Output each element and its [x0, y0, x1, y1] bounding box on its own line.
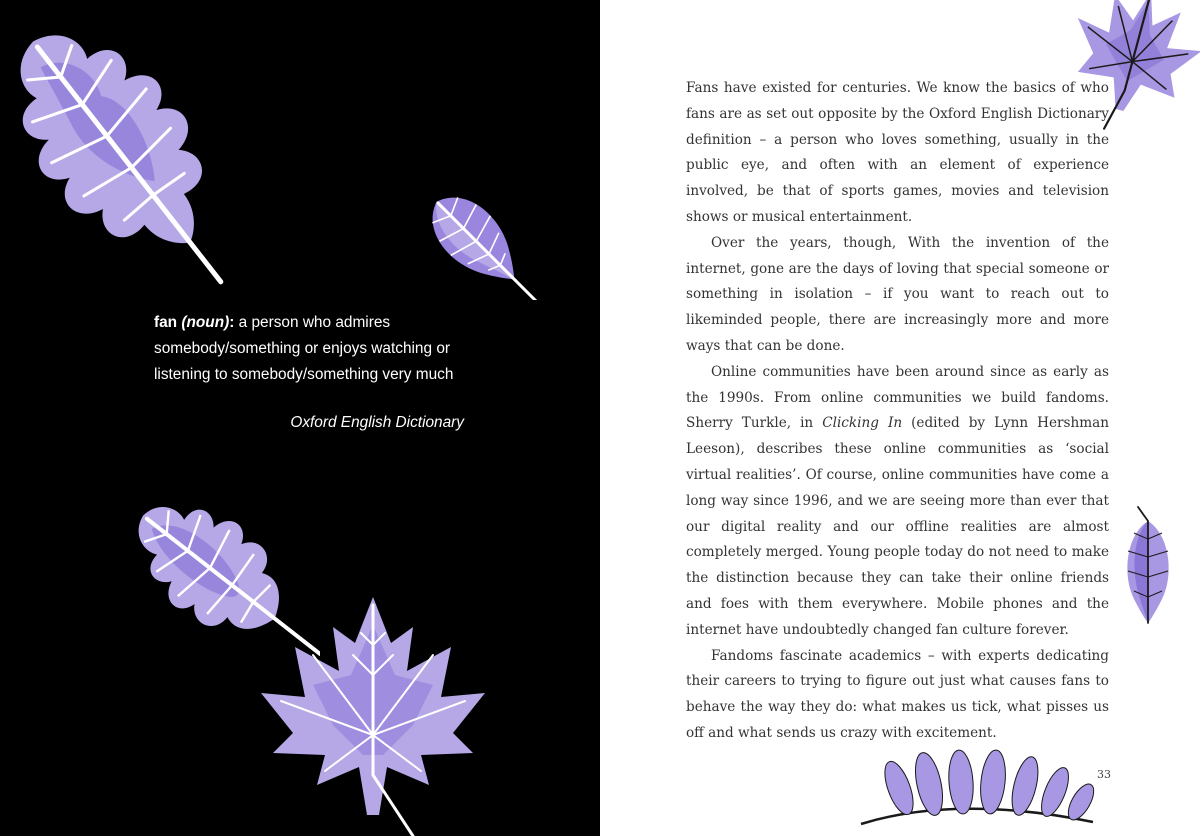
- text-run: Over the years, though, With the invention of the internet, gone are the days of loving that special someone or something in isolation – if you want to reach out to likeminded people, there are increasingly more and more ways that can be done.: [686, 234, 1109, 354]
- definition-colon: :: [229, 314, 235, 331]
- book-title: Clicking In: [822, 415, 903, 432]
- dictionary-definition: [154, 310, 474, 388]
- page-number: 33: [1097, 768, 1111, 781]
- maple-leaf-illustration: [255, 595, 495, 836]
- body-text: [686, 76, 1109, 747]
- leaf-middle-right-illustration: [1112, 505, 1182, 625]
- definition-text: a person who admires somebody/something or enjoys watching or listening to somebody/something very much: [154, 314, 454, 383]
- right-page: [600, 0, 1200, 836]
- definition-term: fan: [154, 314, 178, 331]
- body-paragraph: [686, 231, 1109, 360]
- definition-part-of-speech: (noun): [181, 314, 230, 331]
- body-paragraph: [686, 644, 1109, 747]
- fern-leaf-illustration: [855, 748, 1100, 836]
- text-run: (edited by Lynn Hershman Leeson), describes these online communities as ‘social virtual realities’. Of course, online communities have come a long way since 1996, and we are seeing more than ever that our digital reality and our offline realities are almost completely merged. Young people today do not need to make the distinction because they can take their online friends and foes with them everywhere. Mobile phones and the internet have undoubtedly changed fan culture forever.: [686, 415, 1109, 638]
- body-paragraph: [686, 76, 1109, 231]
- text-run: Online communities have been around since as early as the 1990s. From online communities we build fandoms. Sherry Turkle, in: [686, 363, 1109, 432]
- text-run: Fans have existed for centuries. We know the basics of who fans are as set out opposite by the Oxford English Dictionary definition – a person who loves something, usually in the public eye, and often with an element of experience involved, be that of sports games, movies and television shows or musical entertainment.: [686, 80, 1109, 225]
- body-paragraph: [686, 360, 1109, 644]
- birch-leaf-illustration: [410, 175, 560, 300]
- definition-attribution: Oxford English Dictionary: [290, 414, 464, 431]
- text-run: Fandoms fascinate academics – with experts dedicating their careers to trying to figure out just what causes fans to behave the way they do: what makes us tick, what pisses us off and what sends us crazy with excitement.: [686, 647, 1109, 741]
- oak-leaf-illustration: [0, 20, 280, 290]
